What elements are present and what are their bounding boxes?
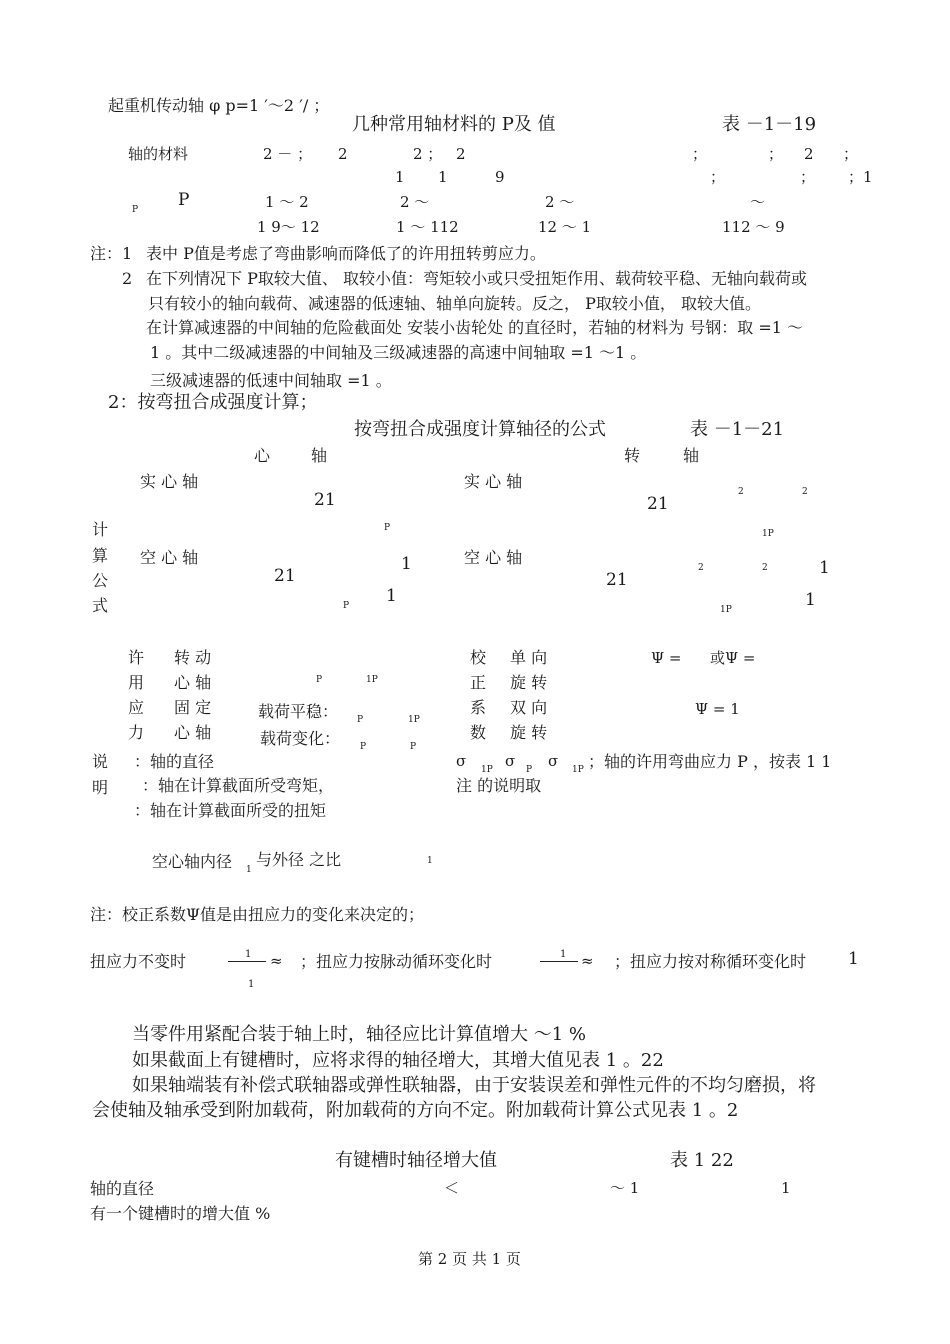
explain-right: 注 的说明取 [456,776,542,795]
explain-line: ：轴在计算截面所受弯矩， [142,776,335,795]
table1-cell: ； [768,145,784,163]
table1-cell: ； [800,168,816,186]
table2-title: 按弯扭合成强度计算轴径的公式 [354,419,606,440]
table1-p-label: P [178,190,190,210]
explain-hollow: 与外径 之比 [256,850,342,869]
fraction-line [540,961,578,962]
table3-number: 表 1 22 [670,1150,734,1171]
table3-cell: ～ 1 [610,1179,640,1197]
page-footer: 第 2 页 共 1 页 [418,1250,521,1268]
formula-superscript: 2 [738,487,744,497]
approx: ≈ [270,952,283,970]
allow-char: 用 [128,673,145,692]
table1-cell: 2 [804,145,814,163]
section-heading: 2：按弯扭合成强度计算； [108,392,318,413]
note-number: 2 [122,269,133,288]
or-psi-equals: 或Ψ = [710,649,756,667]
correct-char: 正 [470,673,487,692]
formula-subscript: 1P [762,529,774,539]
formula-value: 21 [314,490,336,510]
formula-subscript: 1P [408,715,420,725]
sigma-subscript: 1P [481,765,493,775]
hollow-axle-label: 空 心 轴 [140,548,199,567]
paragraph: 如果截面上有键槽时，应将求得的轴径增大，其增大值见表 1 。22 [132,1050,664,1071]
hollow-axle-label: 空 心 轴 [464,548,523,567]
formula-subscript: P [357,715,364,725]
psi-equals: Ψ = [651,649,682,667]
note2-head: 注：校正系数Ψ值是由扭应力的变化来决定的； [90,905,425,924]
formula-value: 1 [401,554,412,574]
table1-title: 几种常用轴材料的 P及 值 [352,114,556,135]
fraction-den: 1 [248,979,255,990]
table2-col-head: 转 [624,446,641,465]
allow-char: 应 [128,698,145,717]
table1-cell: 1 9～ 12 [257,218,320,236]
correct-char: 数 [470,723,487,742]
table1-cell: 1 [395,168,405,186]
table1-number: 表 －1－19 [722,114,817,135]
note-label: 注：1 [90,244,133,263]
formula-superscript: 2 [762,563,768,573]
sigma: σ [548,752,559,770]
note-text: 三级减速器的低速中间轴取 =1 。 [150,371,392,390]
sigma: σ [456,752,467,770]
table1-cell: 2 ～ [545,193,575,211]
fraction-num: 1 [245,949,252,960]
table2-col-head: 心 [254,446,271,465]
formula-subscript: P [410,742,417,752]
table1-cell: 2 ； [413,145,443,163]
sigma-subscript: 1P [572,765,584,775]
paragraph: 当零件用紧配合装于轴上时，轴径应比计算值增大 ～1 % [132,1024,586,1045]
rotating-axle: 转 动 [174,648,212,667]
paragraph: 会使轴及轴承受到附加载荷，附加载荷的方向不定。附加载荷计算公式见表 1 。2 [92,1100,739,1121]
table1-cell: ；1 [848,168,873,186]
two-direction: 旋 转 [510,723,548,742]
sigma: σ [505,752,516,770]
one-direction: 单 向 [510,648,548,667]
fraction-num: 1 [560,949,567,960]
table1-cell: 9 [495,168,505,186]
sigma-subscript: P [526,765,533,775]
explain-right: ；轴的许用弯曲应力 P ，按表 1 1 [588,752,832,771]
formula-value: 21 [606,570,628,590]
table1-cell: 2 ～ [400,193,430,211]
allow-char: 力 [128,723,145,742]
row-label-char: 算 [92,546,109,565]
table1-cell: ～ [750,193,766,211]
two-direction: 双 向 [510,698,548,717]
load-variable: 载荷变化： [260,729,341,748]
explain-hollow: 空心轴内径 [152,852,233,871]
table1-cell: 1 ～ 112 [396,218,459,236]
fraction-line [228,961,266,962]
formula-value: 21 [647,494,669,514]
table3-cell: 1 [781,1179,791,1197]
fixed-axle: 固 定 [174,698,212,717]
note2-text: 扭应力不变时 [90,952,187,971]
rotating-axle: 心 轴 [174,673,212,692]
table2-number: 表 －1－21 [690,419,785,440]
formula-subscript: P [384,523,391,533]
explain-char: 说 [92,752,109,771]
subscript-1: 1 [427,856,433,866]
table1-cell: 12 ～ 1 [538,218,592,236]
formula-value: 1 [819,558,830,578]
paragraph: 如果轴端装有补偿式联轴器或弹性联轴器，由于安装误差和弹性元件的不均匀磨损，将 [132,1075,816,1096]
solid-axle-label: 实 心 轴 [140,472,199,491]
load-stable: 载荷平稳： [258,702,339,721]
subscript-1: 1 [246,865,252,875]
note2-text: ；扭应力按对称循环变化时 [614,952,807,971]
note-text: 在计算减速器的中间轴的危险截面处 安装小齿轮处 的直径时，若轴的材料为 号钢：取 =1 ～ [146,318,804,337]
table1-cell: 2 － ； [263,145,313,163]
approx: ≈ [581,952,594,970]
explain-line: ：轴的直径 [134,752,215,771]
formula-subscript: P [343,601,350,611]
table1-cell: ； [692,145,708,163]
explain-char: 明 [92,778,109,797]
table1-cell: 2 [456,145,466,163]
correct-char: 系 [470,698,487,717]
table2-col-head: 轴 [311,446,328,465]
table2-col-head: 轴 [683,446,700,465]
table1-cell: 1 [438,168,448,186]
note-text: 在下列情况下 P取较大值、 取较小值：弯矩较小或只受扭矩作用、载荷较平稳、无轴向载荷或 [146,269,807,288]
note-text: 只有较小的轴向载荷、减速器的低速轴、轴单向旋转。反之， P取较小值， 取较大值。 [148,294,761,313]
row-label-char: 式 [92,596,109,615]
table1-cell: 112 ～ 9 [722,218,785,236]
note-text: 表中 P值是考虑了弯曲影响而降低了的许用扭转剪应力。 [146,244,546,263]
solid-axle-label: 实 心 轴 [464,472,523,491]
table3-cell: ＜ [444,1179,460,1197]
table1-cell: ； [843,145,859,163]
formula-subscript: P [360,742,367,752]
table3-row-label: 轴的直径 [90,1179,155,1198]
table1-cell: 1 ～ 2 [265,193,309,211]
formula-value: 1 [386,586,397,606]
formula-superscript: 2 [802,487,808,497]
formula-subscript: P [316,675,323,685]
correct-char: 校 [470,648,487,667]
formula-subscript: 1P [720,605,732,615]
formula-value: 1 [805,590,816,610]
top-line: 起重机传动轴 φ p=1 ′～2 ′/ ； [108,96,330,115]
row-label-char: 计 [92,520,109,539]
table1-material-label: 轴的材料 [128,145,189,163]
row-label-char: 公 [92,571,109,590]
table1-cell: ； [710,168,726,186]
table1-p-sub: P [132,205,139,215]
note2-value: 1 [848,949,859,969]
one-direction: 旋 转 [510,673,548,692]
formula-subscript: 1P [366,675,378,685]
fixed-axle: 心 轴 [174,723,212,742]
formula-value: 21 [274,566,296,586]
note2-text: ；扭应力按脉动循环变化时 [300,952,493,971]
formula-superscript: 2 [698,563,704,573]
table1-cell: 2 [338,145,348,163]
psi-one: Ψ = 1 [695,700,740,718]
allow-char: 许 [128,648,145,667]
note-text: 1 。其中二级减速器的中间轴及三级减速器的高速中间轴取 =1 ～1 。 [150,343,647,362]
table3-row-label: 有一个键槽时的增大值 % [90,1204,271,1223]
table3-title: 有键槽时轴径增大值 [335,1150,497,1171]
explain-line: ：轴在计算截面所受的扭矩 [134,801,327,820]
